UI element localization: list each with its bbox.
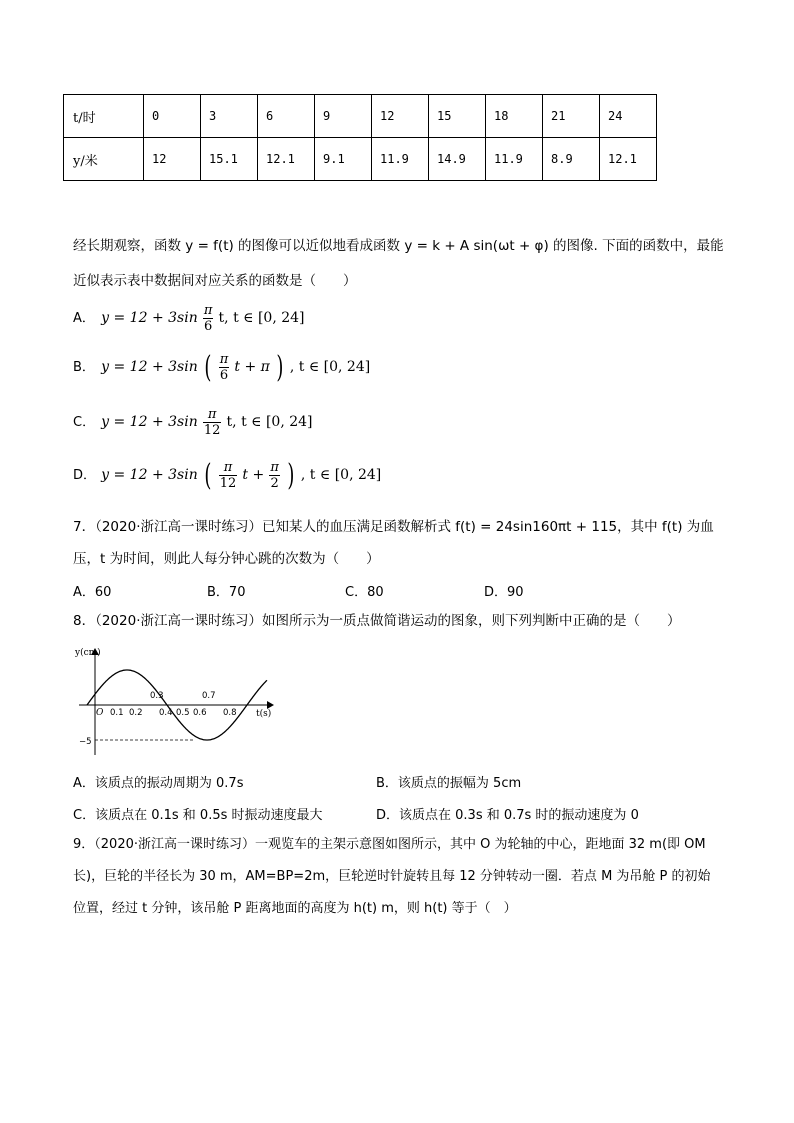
- option-expression: y = 12 + 3sin: [101, 414, 198, 430]
- q7-stem-line2: 压，t 为时间，则此人每分钟心跳的次数为（ ）: [73, 551, 380, 567]
- option-expression: y = 12 + 3sin: [101, 310, 198, 326]
- table-cell: 0: [144, 95, 201, 138]
- tick-label: 0.2: [129, 708, 143, 718]
- q6-option-a: [73, 303, 305, 334]
- fraction: [269, 460, 280, 491]
- table-cell: 11.9: [372, 138, 429, 181]
- y-axis-label: y(cm): [75, 648, 101, 658]
- option-inner: t +: [242, 467, 265, 483]
- fraction-denominator: 6: [203, 319, 213, 334]
- q9-stem-line2: 长)，巨轮的半径长为 30 m，AM=BP=2m，巨轮逆时针旋转且每 12 分钟转动一圈．若点 M 为吊舱 P 的初始: [73, 869, 711, 884]
- table-cell: 15.1: [201, 138, 258, 181]
- table-cell: 9.1: [315, 138, 372, 181]
- fraction-denominator: 6: [219, 368, 229, 383]
- fraction-numerator: π: [203, 407, 222, 423]
- q6-stem-line1: 经长期观察，函数 y = f(t) 的图像可以近似地看成函数 y = k + A sin(ωt + φ) 的图像. 下面的函数中，最能: [73, 238, 724, 254]
- table-header-t: t/时: [64, 95, 144, 138]
- q8-option-a: A．该质点的振动周期为 0.7s: [73, 776, 244, 791]
- q8-option-c: C．该质点在 0.1s 和 0.5s 时振动速度最大: [73, 808, 323, 823]
- table-cell: 11.9: [486, 138, 543, 181]
- fraction-numerator: π: [219, 460, 238, 476]
- fraction-numerator: π: [219, 352, 229, 367]
- q8-option-d: D．该质点在 0.3s 和 0.7s 时的振动速度为 0: [376, 808, 639, 823]
- q6-stem-line2: 近似表示表中数据间对应关系的函数是（ ）: [73, 273, 357, 289]
- tick-label: 0.5: [176, 708, 190, 718]
- q7-option-a: A．60: [73, 585, 112, 600]
- left-paren: (: [204, 349, 212, 385]
- q7-option-c: C．80: [345, 585, 384, 600]
- tick-label: 0.7: [202, 691, 216, 701]
- fraction: [219, 460, 238, 491]
- fraction: [203, 303, 214, 334]
- data-table: [63, 94, 657, 181]
- right-paren: ): [287, 457, 295, 493]
- table-cell: 9: [315, 95, 372, 138]
- table-cell: 12: [372, 95, 429, 138]
- option-label: A．: [73, 311, 95, 326]
- table-cell: 18: [486, 95, 543, 138]
- origin-label: O: [96, 708, 104, 718]
- fraction: [203, 407, 222, 438]
- q9-stem-line3: 位置，经过 t 分钟，该吊舱 P 距离地面的高度为 h(t) m，则 h(t) 等于（ ）: [73, 901, 517, 916]
- table-cell: 12.1: [600, 138, 657, 181]
- table-cell: 8.9: [543, 138, 600, 181]
- tick-label: 0.6: [193, 708, 207, 718]
- tick-label: 0.1: [110, 708, 124, 718]
- q6-option-d: [73, 457, 382, 493]
- fraction: [219, 352, 230, 383]
- table-cell: 15: [429, 95, 486, 138]
- q7-stem-line1: 7．（2020·浙江高一课时练习）已知某人的血压满足函数解析式 f(t) = 24sin160πt + 115，其中 f(t) 为血: [73, 519, 714, 535]
- option-tail: , t ∈ [0, 24]: [289, 359, 371, 375]
- table-cell: 3: [201, 95, 258, 138]
- option-tail: t, t ∈ [0, 24]: [218, 310, 305, 326]
- table-row: [64, 95, 657, 138]
- table-cell: 6: [258, 95, 315, 138]
- tick-label: 0.8: [223, 708, 237, 718]
- fraction-numerator: π: [203, 303, 213, 318]
- option-expression: y = 12 + 3sin: [101, 467, 198, 483]
- option-label: D．: [73, 468, 97, 483]
- fraction-denominator: 12: [203, 423, 221, 438]
- q9-stem-line1: 9．（2020·浙江高一课时练习）一观览车的主架示意图如图所示，其中 O 为轮轴的中心，距地面 32 m(即 OM: [73, 837, 706, 852]
- x-axis-label: t(s): [256, 709, 272, 719]
- option-tail: , t ∈ [0, 24]: [300, 467, 382, 483]
- q6-option-b: [73, 349, 371, 385]
- option-label: B．: [73, 360, 95, 375]
- q8-option-b: B．该质点的振幅为 5cm: [376, 776, 522, 791]
- option-tail: t, t ∈ [0, 24]: [226, 414, 313, 430]
- tick-label: 0.3: [150, 691, 164, 701]
- fraction-numerator: π: [270, 460, 279, 475]
- table-cell: 14.9: [429, 138, 486, 181]
- q7-option-d: D．90: [484, 585, 524, 600]
- q6-option-c: [73, 407, 313, 438]
- option-inner: t + π: [234, 359, 270, 375]
- table-cell: 12: [144, 138, 201, 181]
- tick-label: 0.4: [159, 708, 173, 718]
- option-label: C．: [73, 415, 96, 430]
- table-cell: 12.1: [258, 138, 315, 181]
- right-paren: ): [276, 349, 284, 385]
- fraction-denominator: 12: [219, 476, 237, 491]
- option-expression: y = 12 + 3sin: [101, 359, 198, 375]
- fraction-denominator: 2: [270, 476, 279, 491]
- table-cell: 21: [543, 95, 600, 138]
- q8-stem-line1: 8．（2020·浙江高一课时练习）如图所示为一质点做简谐运动的图象，则下列判断中正确的是（ ）: [73, 613, 681, 629]
- min-label: −5: [79, 737, 92, 747]
- table-header-y: y/米: [64, 138, 144, 181]
- table-row: [64, 138, 657, 181]
- q7-option-b: B．70: [207, 585, 246, 600]
- oscillation-graph: [73, 643, 293, 763]
- table-cell: 24: [600, 95, 657, 138]
- left-paren: (: [204, 457, 212, 493]
